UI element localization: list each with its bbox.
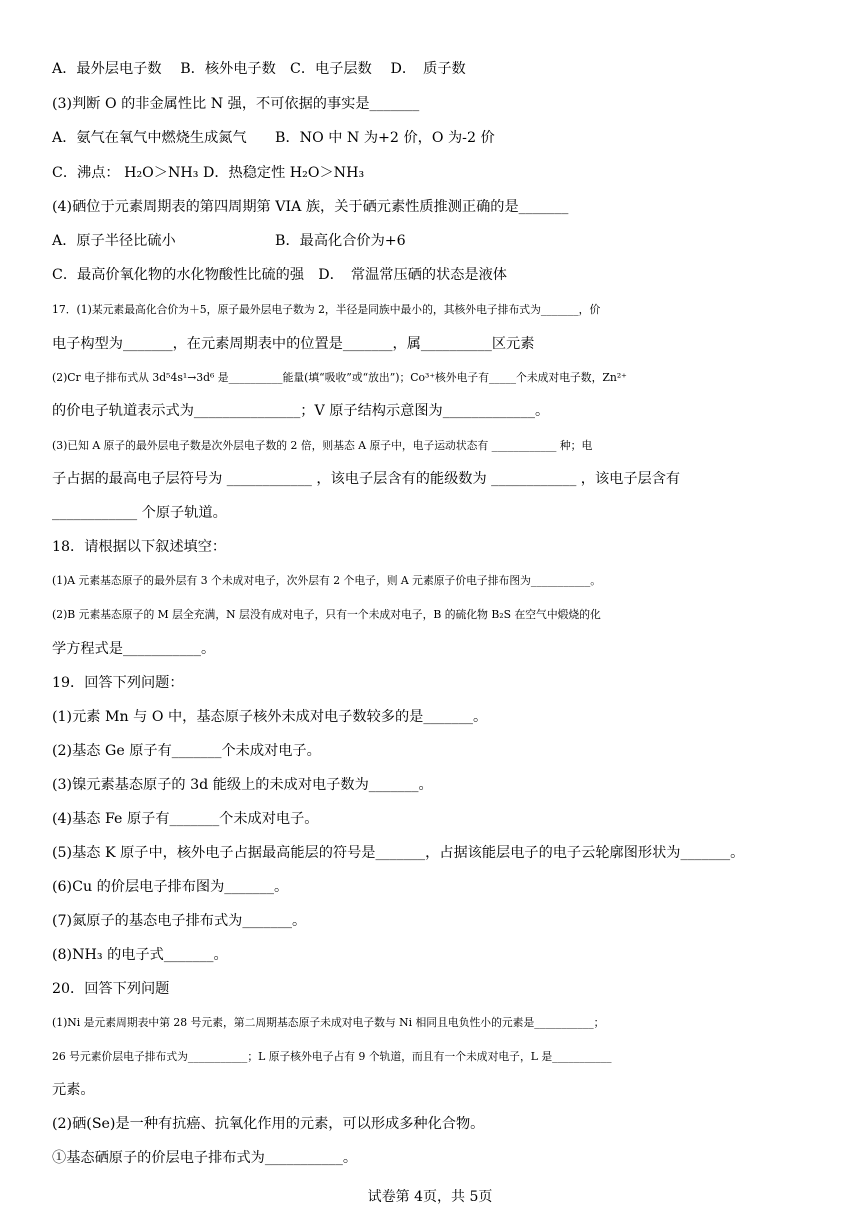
q20-1-line3: 元素。	[52, 1082, 95, 1098]
q17-1-line1: 17．(1)某元素最高化合价为＋5，原子最外层电子数为 2，半径是同族中最小的，其核外电子排布式为_______，价	[52, 303, 601, 316]
q19-4: (4)基态 Fe 原子有_______个未成对电子。	[52, 811, 319, 827]
q18-2-line1: (2)B 元素基态原子的 M 层全充满，N 层没有成对电子，只有一个未成对电子，B 的硫化物 B₂S 在空气中煅烧的化	[52, 608, 601, 621]
q17-2-line2: 的价电子轨道表示式为_______________；V 原子结构示意图为_____________。	[52, 403, 550, 419]
q17-3-line3: ____________ 个原子轨道。	[52, 505, 227, 521]
q16-3-options-ab: A．氨气在氧气中燃烧生成氮气 B．NO 中 N 为+2 价，O 为-2 价	[52, 130, 495, 146]
q17-2-line1: (2)Cr 电子排布式从 3d⁵4s¹→3d⁶ 是__________能量(填“吸收”或“放出”)；Co³⁺核外电子有_____个未成对电子数，Zn²⁺	[52, 371, 627, 384]
q16-2-options: A．最外层电子数 B．核外电子数 C．电子层数 D． 质子数	[52, 61, 466, 77]
q20-1-line2: 26 号元素价层电子排布式为___________；L 原子核外电子占有 9 个轨道，而且有一个未成对电子，L 是___________	[52, 1050, 612, 1063]
q17-3-line2: 子占据的最高电子层符号为 ____________ ，该电子层含有的能级数为 ____________ ，该电子层含有	[52, 471, 681, 487]
q17-3-line1: (3)已知 A 原子的最外层电子数是次外层电子数的 2 倍，则基态 A 原子中，电子运动状态有 ____________ 种；电	[52, 439, 593, 452]
q18-1: (1)A 元素基态原子的最外层有 3 个未成对电子，次外层有 2 个电子，则 A 元素原子价电子排布图为___________。	[52, 574, 602, 587]
q16-4-question: (4)硒位于元素周期表的第四周期第 VIA 族，关于硒元素性质推测正确的是_______	[52, 199, 569, 215]
q20-2-sub1: ①基态硒原子的价层电子排布式为___________。	[52, 1150, 358, 1166]
q19-8: (8)NH₃ 的电子式_______。	[52, 947, 228, 963]
q19-2: (2)基态 Ge 原子有_______个未成对电子。	[52, 743, 321, 759]
q20-heading: 20．回答下列问题	[52, 981, 170, 997]
q17-1-line2: 电子构型为_______，在元素周期表中的位置是_______，属__________区元素	[52, 336, 535, 352]
q18-2-line2: 学方程式是___________。	[52, 641, 216, 657]
q20-1-line1: (1)Ni 是元素周期表中第 28 号元素，第二周期基态原子未成对电子数与 Ni 相同且电负性小的元素是___________；	[52, 1016, 605, 1029]
q16-3-question: (3)判断 O 的非金属性比 N 强，不可依据的事实是_______	[52, 96, 420, 112]
q19-7: (7)氮原子的基态电子排布式为_______。	[52, 913, 307, 929]
q16-4-options-cd: C．最高价氧化物的水化物酸性比硫的强 D． 常温常压硒的状态是液体	[52, 267, 507, 283]
q20-2-intro: (2)硒(Se)是一种有抗癌、抗氧化作用的元素，可以形成多种化合物。	[52, 1116, 485, 1132]
q19-heading: 19．回答下列问题：	[52, 675, 184, 691]
page-footer: 试卷第 4页，共 5页	[367, 1189, 493, 1205]
q16-4-options-ab: A．原子半径比硫小 B．最高化合价为+6	[52, 233, 406, 249]
q19-1: (1)元素 Mn 与 O 中，基态原子核外未成对电子数较多的是_______。	[52, 709, 488, 725]
q19-5: (5)基态 K 原子中，核外电子占据最高能层的符号是_______，占据该能层电子的电子云轮廓图形状为_______。	[52, 845, 745, 861]
q19-6: (6)Cu 的价层电子排布图为_______。	[52, 879, 289, 895]
q19-3: (3)镍元素基态原子的 3d 能级上的未成对电子数为_______。	[52, 777, 433, 793]
q18-heading: 18．请根据以下叙述填空：	[52, 539, 227, 555]
q16-3-options-cd: C．沸点： H₂O＞NH₃ D．热稳定性 H₂O＞NH₃	[52, 165, 365, 181]
